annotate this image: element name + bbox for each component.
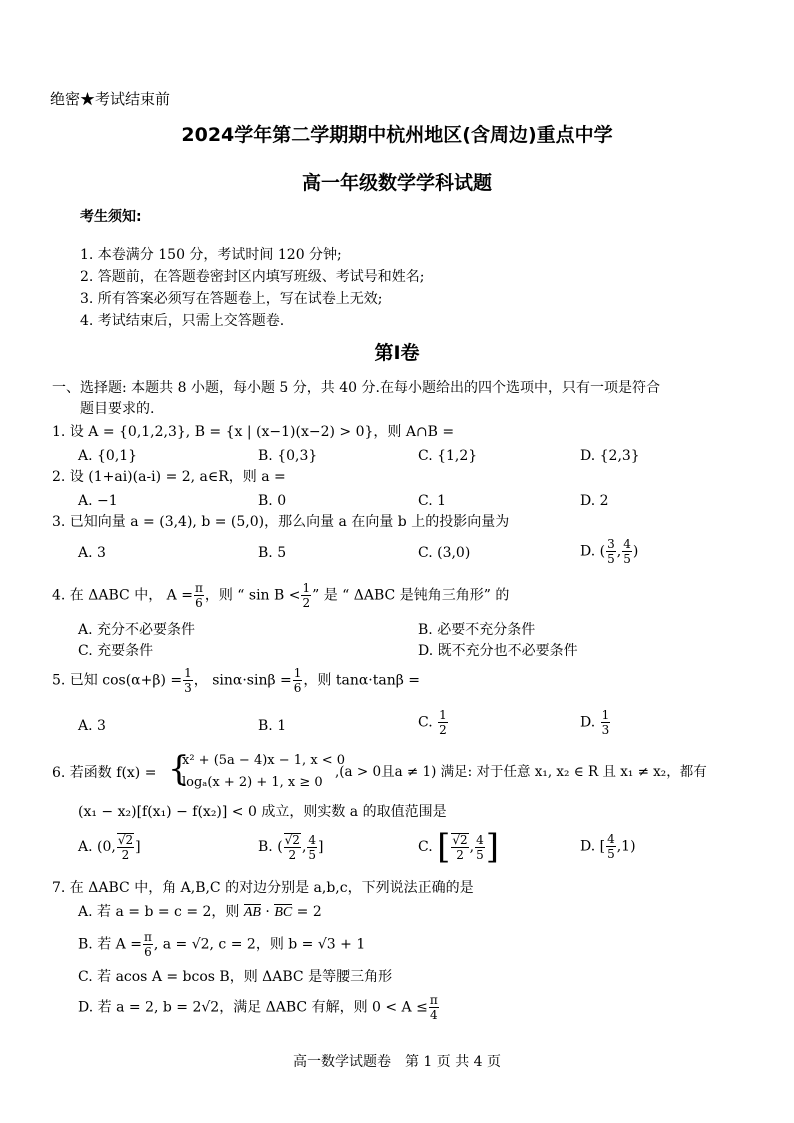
q2-option-a: A. −1: [78, 493, 118, 509]
q4-option-a: A. 充分不必要条件: [78, 622, 196, 638]
q6-case-2: logₐ(x + 2) + 1, x ≥ 0: [182, 775, 323, 790]
q3-option-d: D. ( $\frac{3}{5}$ , $\frac{4}{5}$ ): [580, 537, 639, 566]
section-heading: 一、选择题: 本题共 8 小题，每小题 5 分，共 40 分.在每小题给出的四个选项中，只有一项是符合: [52, 380, 660, 396]
q7-option-b: B. 若 A = $\frac{\pi}{6}$ , a = √2, c = 2，则 b = √3 + 1: [78, 930, 366, 959]
q5-option-a: A. 3: [78, 718, 106, 734]
section-heading-cont: 题目要求的.: [80, 401, 155, 417]
q1-option-c: C. {1,2}: [418, 448, 478, 464]
question-4: 4. 在 ΔABC 中， A = $\frac{\pi}{6}$ ，则 “ sin B < $\frac{1}{2}$ ” 是 “ ΔABC 是钝角三角形” 的: [52, 581, 510, 610]
q1-option-b: B. {0,3}: [258, 448, 318, 464]
q6-option-d: D. [ $\frac{4}{5}$ ,1): [580, 832, 636, 861]
q6-line-2: (x₁ − x₂)[f(x₁) − f(x₂)] < 0 成立，则实数 a 的取值范围是: [78, 804, 447, 820]
notice-item: 2. 答题前，在答题卷密封区内填写班级、考试号和姓名;: [80, 269, 425, 285]
q4-option-b: B. 必要不充分条件: [418, 622, 536, 638]
q3-option-b: B. 5: [258, 545, 287, 561]
question-2: 2. 设 (1+ai)(a-i) = 2, a∈R，则 a =: [52, 469, 286, 485]
q6-option-a: A. (0, $\frac{√2}{2}$ ]: [78, 833, 141, 862]
secret-label: 绝密★考试结束前: [50, 90, 171, 108]
brace-icon: {: [168, 749, 190, 789]
q7-option-d: D. 若 a = 2, b = 2√2，满足 ΔABC 有解，则 0 < A ≤ $\frac{\pi}{4}$: [78, 993, 438, 1022]
exam-title: 2024学年第二学期期中杭州地区(含周边)重点中学: [181, 124, 613, 146]
notice-item: 3. 所有答案必须写在答题卷上，写在试卷上无效;: [80, 291, 383, 307]
q7-option-a: A. 若 a = b = c = 2，则 AB · BC = 2: [78, 904, 322, 920]
question-1: 1. 设 A = {0,1,2,3}, B = {x | (x−1)(x−2) > 0}，则 A∩B =: [52, 424, 455, 440]
notice-item: 4. 考试结束后，只需上交答题卷.: [80, 313, 285, 329]
notice-heading: 考生须知:: [80, 209, 142, 225]
q6-condition: ,(a > 0且a ≠ 1) 满足: 对于任意 x₁, x₂ ∈ R 且 x₁ ≠ x₂，都有: [335, 764, 707, 780]
q5-option-c: C. $\frac{1}{2}$: [418, 708, 447, 737]
q6-option-b: B. ( $\frac{√2}{2}$ , $\frac{4}{5}$ ]: [258, 832, 324, 862]
q7-option-c: C. 若 acos A = bcos B，则 ΔABC 是等腰三角形: [78, 969, 393, 985]
q4-option-c: C. 充要条件: [78, 643, 154, 659]
q3-option-a: A. 3: [78, 545, 106, 561]
page-footer: 高一数学试题卷 第 1 页 共 4 页: [292, 1054, 502, 1070]
question-3: 3. 已知向量 a = (3,4), b = (5,0)，那么向量 a 在向量 b 上的投影向量为: [52, 514, 510, 530]
volume-title: 第Ⅰ卷: [374, 342, 420, 364]
question-5: 5. 已知 cos(α+β) = $\frac{1}{3}$ ， sinα·sinβ = $\frac{1}{6}$ ，则 tanα·tanβ =: [52, 666, 420, 695]
q1-option-d: D. {2,3}: [580, 448, 640, 464]
q2-option-b: B. 0: [258, 493, 287, 509]
q5-option-d: D. $\frac{1}{3}$: [580, 708, 610, 737]
q3-option-c: C. (3,0): [418, 545, 471, 561]
q6-option-c: C. [ $\frac{√2}{2}$ , $\frac{4}{5}$ ]: [418, 827, 500, 867]
exam-subtitle: 高一年级数学学科试题: [301, 172, 492, 194]
question-7: 7. 在 ΔABC 中，角 A,B,C 的对边分别是 a,b,c，下列说法正确的是: [52, 880, 474, 896]
q2-option-c: C. 1: [418, 493, 447, 509]
question-6: 6. 若函数 f(x) =: [52, 765, 157, 781]
q2-option-d: D. 2: [580, 493, 609, 509]
q5-option-b: B. 1: [258, 718, 287, 734]
q6-case-1: x² + (5a − 4)x − 1, x < 0: [182, 753, 346, 768]
q1-option-a: A. {0,1}: [78, 448, 138, 464]
notice-item: 1. 本卷满分 150 分，考试时间 120 分钟;: [80, 247, 342, 263]
q4-option-d: D. 既不充分也不必要条件: [418, 643, 578, 659]
